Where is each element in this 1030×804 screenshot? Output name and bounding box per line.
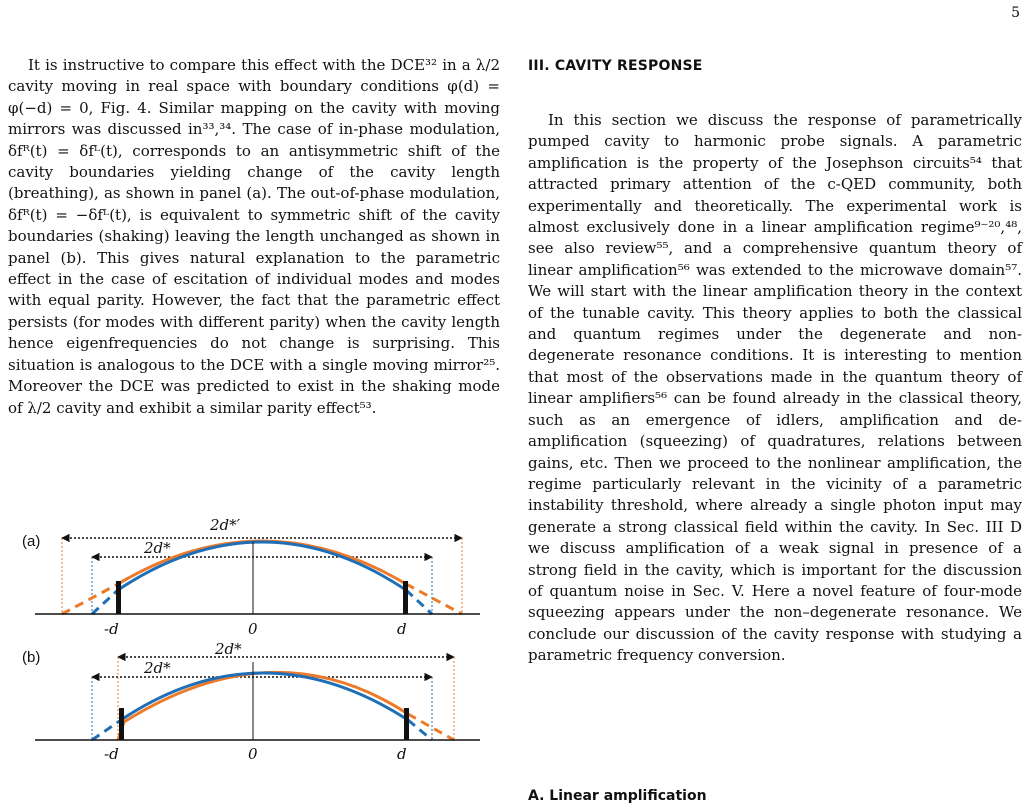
tick-left: -d bbox=[104, 620, 119, 638]
panel-b-label: (b) bbox=[22, 649, 41, 666]
left-column bbox=[8, 55, 500, 419]
tick-left: -d bbox=[104, 745, 119, 763]
tick-right: d bbox=[397, 620, 407, 638]
outer-length-label: 2d* bbox=[215, 640, 242, 658]
panel-a bbox=[22, 516, 480, 638]
page-number: 5 bbox=[1011, 5, 1020, 21]
mirror-left bbox=[119, 708, 124, 740]
panel-b bbox=[22, 640, 480, 763]
section-heading: III. CAVITY RESPONSE bbox=[528, 58, 703, 74]
left-paragraph: It is instructive to compare this effect with the DCE³² in a λ/2 cavity moving in real space with boundary conditions φ(d) = φ(−d) = 0, Fig. 4. Similar mapping on the cavity with moving mirrors was discussed in³³,³⁴. The case of in-phase modulation, δfᴿ(t) = δfᴸ(t), corresponds to an antisymmetric shift of the cavity boundaries yielding change of the cavity length (breathing), as shown in panel (a). The out-of-phase modulation, δfᴿ(t) = −δfᴸ(t), is equivalent to symmetric shift of the cavity boundaries (shaking) leaving the length unchanged as shown in panel (b). This gives natural explanation to the parametric effect in the case of escitation of individual modes and modes with equal parity. However, the fact that the parametric effect persists (for modes with different parity) when the cavity length hence eigenfrequencies do not change is surprising. This situation is analogous to the DCE with a single moving mirror²⁵. Moreover the DCE was predicted to exist in the shaking mode of λ/2 cavity and exhibit a similar parity effect⁵³. bbox=[8, 56, 500, 417]
blue-mode-extension-left bbox=[92, 590, 118, 614]
mirror-left bbox=[116, 581, 121, 614]
blue-mode-curve bbox=[121, 673, 408, 720]
tick-center: 0 bbox=[248, 745, 258, 763]
panel-a-label: (a) bbox=[22, 533, 41, 550]
inner-length-label: 2d* bbox=[144, 539, 171, 557]
blue-mode-extension-left bbox=[92, 720, 121, 740]
cavity-figure bbox=[0, 500, 500, 780]
tick-center: 0 bbox=[248, 620, 258, 638]
subsection-heading: A. Linear amplification bbox=[528, 788, 707, 804]
blue-mode-extension-right bbox=[406, 590, 432, 614]
blue-mode-extension-right bbox=[408, 720, 432, 740]
orange-mode-extension-right bbox=[408, 714, 454, 740]
orange-mode-extension-right bbox=[406, 584, 462, 614]
mirror-right bbox=[403, 581, 408, 614]
right-paragraph: In this section we discuss the response of parametrically pumped cavity to harmonic probe signals. A parametric amplification is the property of the Josephson circuits⁵⁴ that attracted primary attention of the c-QED community, both experimentally and theoretically. The experimental work is almost exclusively done in a linear amplification regime⁹⁻²⁰,⁴⁸, see also review⁵⁵, and a comprehensive quantum theory of linear amplification⁵⁶ was extended to the microwave domain⁵⁷. We will start with the linear amplification theory in the context of the tunable cavity. This theory applies to both the classical and quantum regimes under the degenerate and non-degenerate resonance conditions. It is interesting to mention that most of the observations made in the quantum theory of linear amplifiers⁵⁶ can be found already in the classical theory, such as an emergence of idlers, amplification and de-amplification (squeezing) of quadratures, relations between gains, etc. Then we proceed to the nonlinear amplification, the regime particularly relevant in the vicinity of a parametric instability threshold, where already a single photon input may generate a strong classical field within the cavity. In Sec. III D we discuss amplification of a weak signal in presence of a strong field in the cavity, which is important for the discussion of quantum noise in Sec. V. Here a novel feature of four-mode squeezing appears under the non–degenerate resonance. We conclude our discussion of the cavity response with studying a parametric frequency conversion. bbox=[528, 111, 1022, 665]
outer-length-label: 2d*′ bbox=[210, 516, 241, 534]
tick-right: d bbox=[397, 745, 407, 763]
inner-length-label: 2d* bbox=[144, 659, 171, 677]
mirror-right bbox=[404, 708, 409, 740]
right-column bbox=[528, 110, 1022, 667]
